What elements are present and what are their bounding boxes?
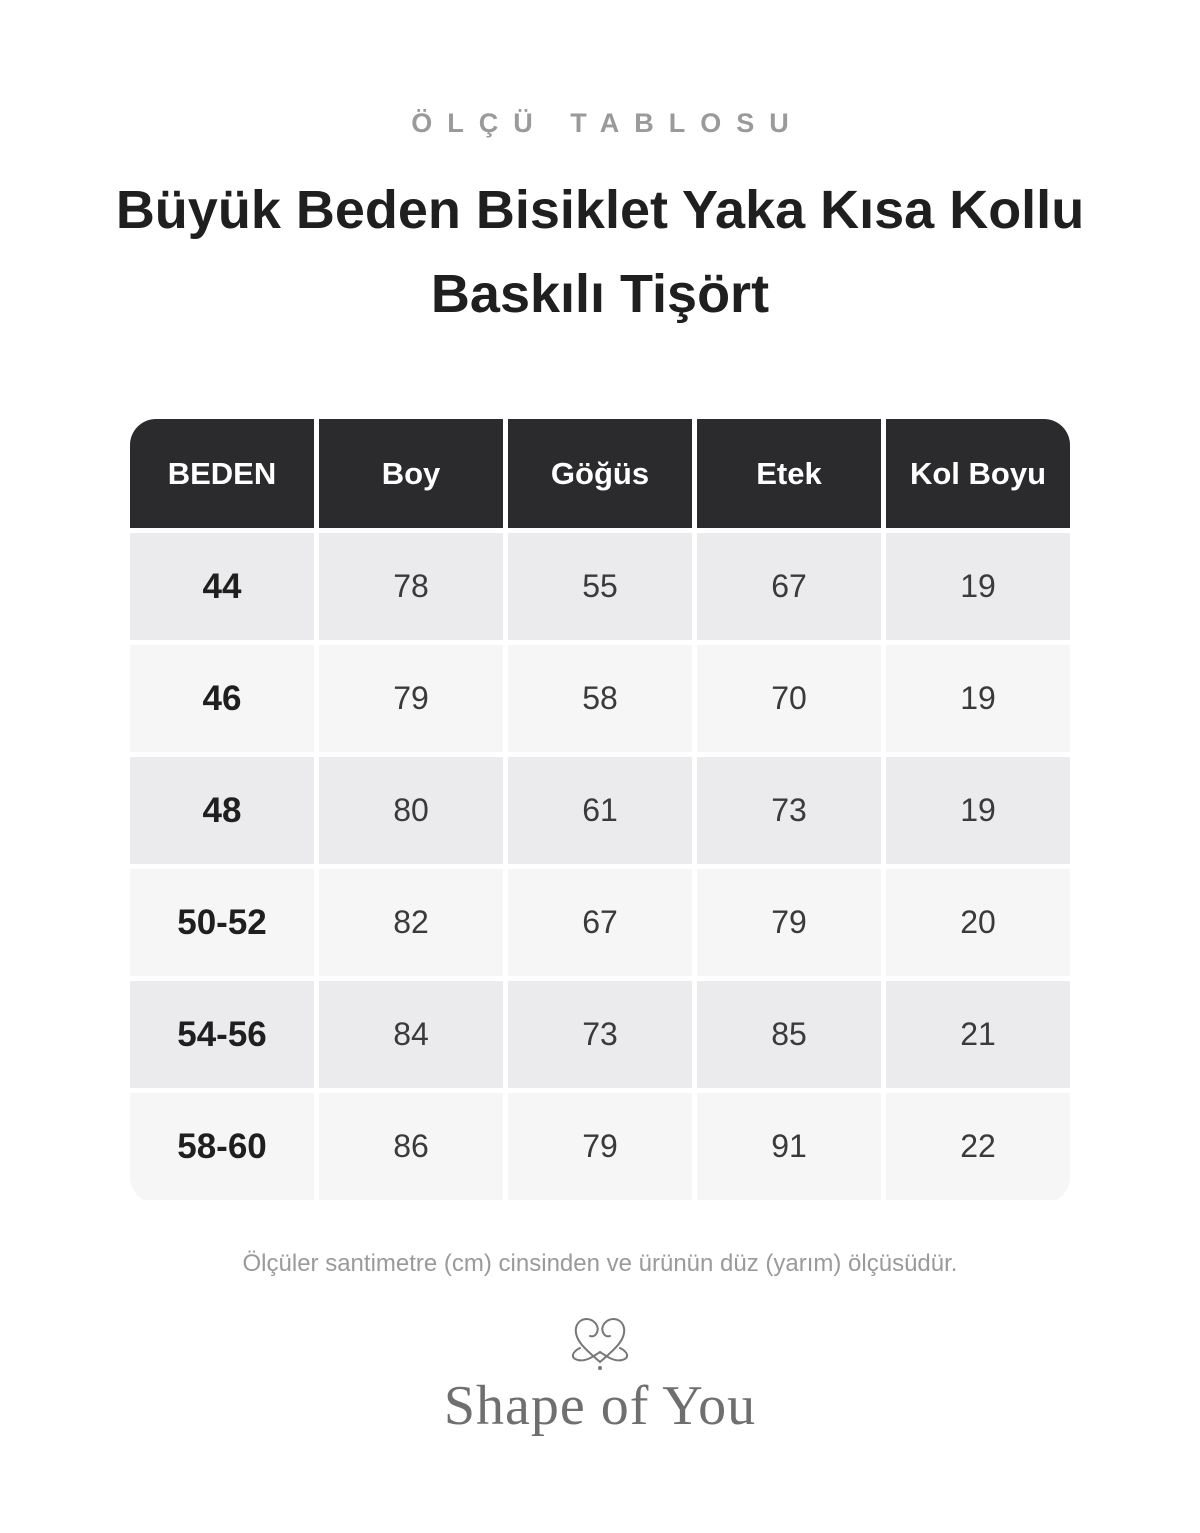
measurement-note: Ölçüler santimetre (cm) cinsinden ve ürünün düz (yarım) ölçüsüdür.: [242, 1250, 958, 1277]
table-cell: 19: [886, 533, 1070, 640]
brand-logo: Shape of You: [443, 1375, 757, 1437]
table-row: [130, 757, 1070, 864]
table-cell: 91: [697, 1093, 881, 1200]
table-cell: 22: [886, 1093, 1070, 1200]
table-cell: 73: [697, 757, 881, 864]
table-cell: 21: [886, 981, 1070, 1088]
table-cell: 79: [508, 1093, 692, 1200]
table-cell: 80: [319, 757, 503, 864]
section-kicker: ÖLÇÜ TABLOSU: [411, 108, 804, 138]
column-header-beden: BEDEN: [130, 419, 314, 528]
size-cell: 50-52: [130, 869, 314, 976]
intertwined-hearts-icon: [566, 1312, 634, 1372]
size-cell: 48: [130, 757, 314, 864]
column-header-kol-boyu: Kol Boyu: [886, 419, 1070, 528]
table-row: [130, 533, 1070, 640]
size-table-container: [130, 419, 1070, 1203]
table-cell: 58: [508, 645, 692, 752]
size-table: [130, 419, 1070, 1203]
size-cell: 46: [130, 645, 314, 752]
size-cell: 54-56: [130, 981, 314, 1088]
table-cell: 85: [697, 981, 881, 1088]
column-header-boy: Boy: [319, 419, 503, 528]
column-header-gogus: Göğüs: [508, 419, 692, 528]
table-cell: 67: [508, 869, 692, 976]
table-cell: 70: [697, 645, 881, 752]
table-cell: 82: [319, 869, 503, 976]
table-row: [130, 645, 1070, 752]
table-row: [130, 869, 1070, 976]
table-cell: 67: [697, 533, 881, 640]
page-title: Büyük Beden Bisiklet Yaka Kısa Kollu Baskılı Tişört: [115, 180, 1085, 324]
table-cell: 79: [319, 645, 503, 752]
size-cell: 58-60: [130, 1093, 314, 1200]
table-cell: 55: [508, 533, 692, 640]
table-cell: 19: [886, 645, 1070, 752]
table-cell: 86: [319, 1093, 503, 1200]
size-cell: 44: [130, 533, 314, 640]
table-cell: 79: [697, 869, 881, 976]
table-header-row: [130, 419, 1070, 528]
table-cell: 84: [319, 981, 503, 1088]
table-cell: 61: [508, 757, 692, 864]
table-cell: 78: [319, 533, 503, 640]
table-cell: 19: [886, 757, 1070, 864]
table-cell: 20: [886, 869, 1070, 976]
table-row: [130, 981, 1070, 1088]
column-header-etek: Etek: [697, 419, 881, 528]
table-cell: 73: [508, 981, 692, 1088]
table-row: [130, 1093, 1070, 1200]
